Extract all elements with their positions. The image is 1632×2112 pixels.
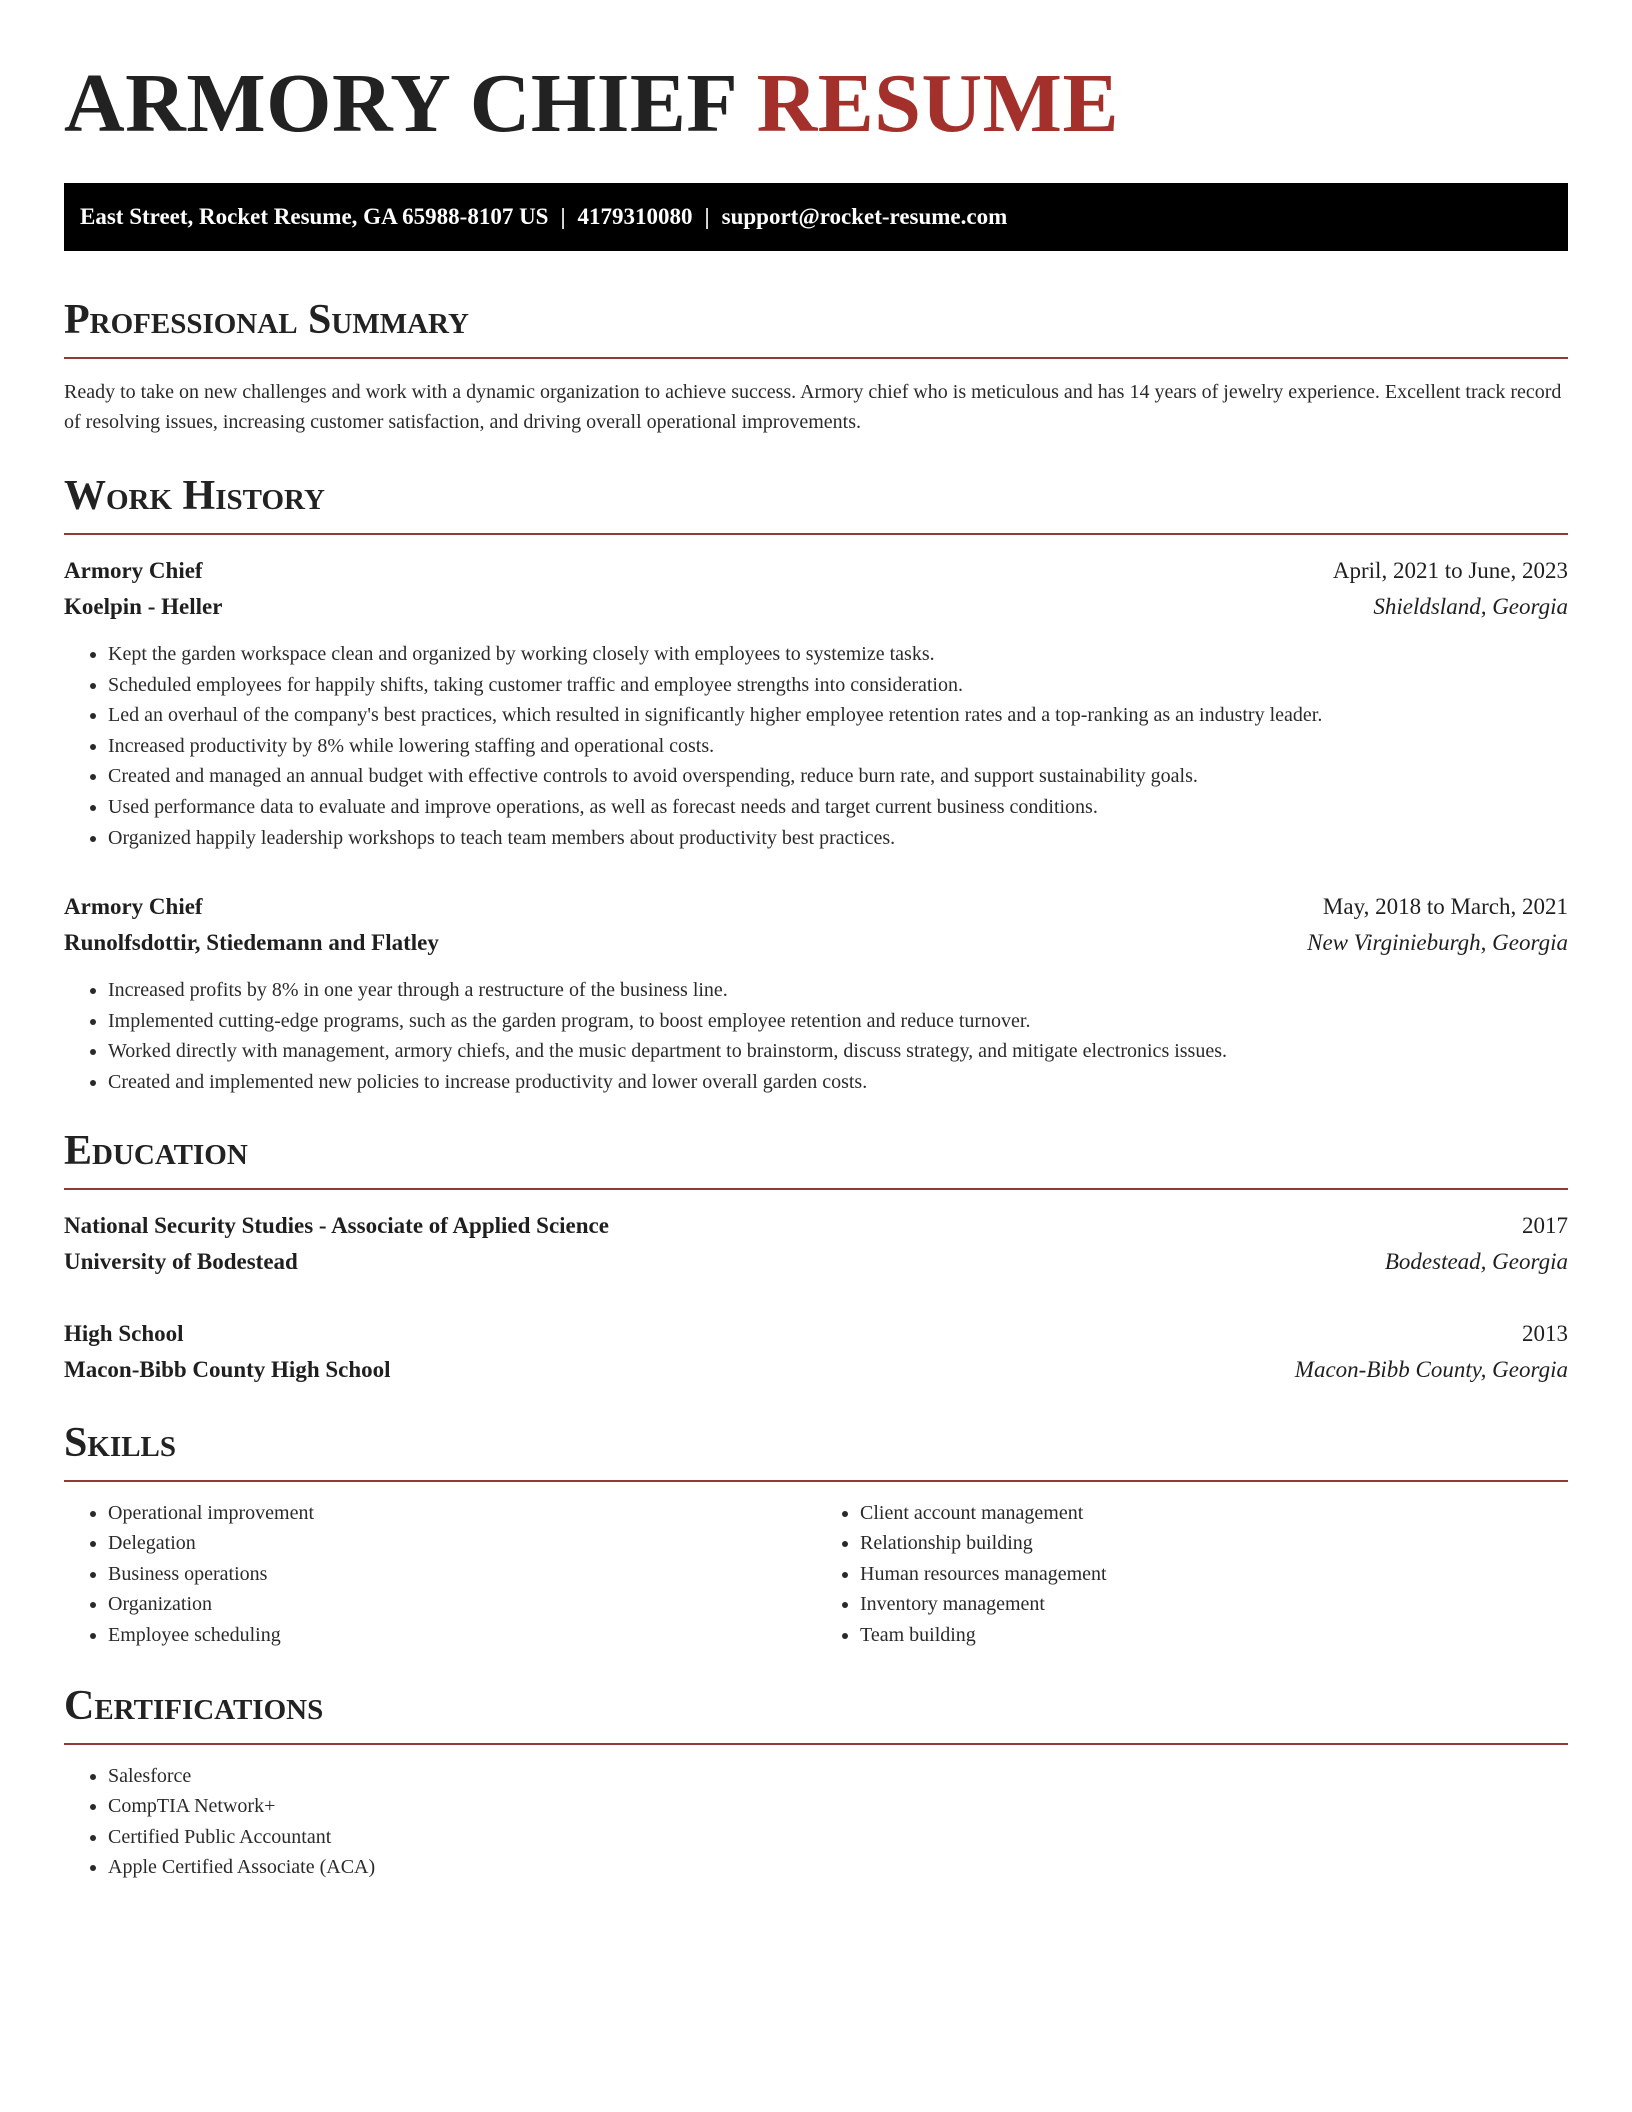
- list-item: • Relationship building: [860, 1528, 1568, 1559]
- skills-list-left: [64, 1498, 816, 1651]
- job-entry: [64, 553, 1568, 853]
- job-location: New Virginieburgh, Georgia: [1307, 930, 1568, 956]
- education-school-row: [64, 1244, 1568, 1280]
- section-heading: Skills: [64, 1418, 1568, 1482]
- list-item: • Implemented cutting-edge programs, such as the garden program, to boost employee retention and reduce turnover.: [108, 1006, 1568, 1037]
- list-item: • Worked directly with management, armory chiefs, and the music department to brainstorm, discuss strategy, and mitigate electronics issues.: [108, 1036, 1568, 1067]
- summary-text: Ready to take on new challenges and work with a dynamic organization to achieve success. Armory chief who is meticulous and has 14 years of jewelry experience. Excellent track record of resolving issues, increasing customer satisfaction, and driving overall operational improvements.: [64, 381, 1562, 433]
- education-school-row: [64, 1352, 1568, 1388]
- contact-separator: |: [560, 204, 566, 229]
- contact-phone[interactable]: 4179310080: [577, 204, 693, 229]
- job-company-row: [64, 589, 1568, 625]
- section-heading: Work History: [64, 471, 1568, 535]
- education-degree-row: [64, 1208, 1568, 1244]
- list-item: • Used performance data to evaluate and improve operations, as well as forecast needs and target current business conditions.: [108, 792, 1568, 823]
- list-item: • Apple Certified Associate (ACA): [108, 1852, 1568, 1883]
- list-item: • Employee scheduling: [108, 1620, 816, 1651]
- job-company: Runolfsdottir, Stiedemann and Flatley: [64, 930, 439, 956]
- section-certifications: [64, 1681, 1568, 1883]
- job-title: Armory Chief: [64, 894, 203, 920]
- education-degree: National Security Studies - Associate of Applied Science: [64, 1212, 609, 1238]
- section-heading: Professional Summary: [64, 295, 1568, 359]
- list-item: • Organized happily leadership workshops to teach team members about productivity best practices.: [108, 823, 1568, 854]
- section-professional-summary: [64, 295, 1568, 437]
- job-location: Shieldsland, Georgia: [1373, 594, 1568, 619]
- job-company: Koelpin - Heller: [64, 594, 223, 619]
- contact-separator: |: [704, 204, 710, 229]
- job-dates: April, 2021 to June, 2023: [1332, 558, 1568, 583]
- list-item: • Created and managed an annual budget with effective controls to avoid overspending, reduce burn rate, and support sustainability goals.: [108, 761, 1568, 792]
- education-year: 2017: [1522, 1212, 1568, 1238]
- education-entry: [64, 1316, 1568, 1388]
- list-item: • Delegation: [108, 1528, 816, 1559]
- list-item: • Led an overhaul of the company's best practices, which resulted in significantly higher employee retention rates and a top-ranking as an industry leader.: [108, 700, 1568, 731]
- list-item: • Scheduled employees for happily shifts, taking customer traffic and employee strengths into consideration.: [108, 670, 1568, 701]
- skills-list-right: [816, 1498, 1568, 1651]
- resume-title: [64, 0, 1568, 150]
- list-item: • CompTIA Network+: [108, 1791, 1568, 1822]
- list-item: • Increased productivity by 8% while lowering staffing and operational costs.: [108, 731, 1568, 762]
- list-item: • Increased profits by 8% in one year through a restructure of the business line.: [108, 975, 1568, 1006]
- title-main: ARMORY CHIEF: [64, 57, 736, 150]
- list-item: • Operational improvement: [108, 1498, 816, 1529]
- education-school: University of Bodestead: [64, 1248, 298, 1274]
- job-title: Armory Chief: [64, 558, 203, 583]
- job-title-row: [64, 553, 1568, 589]
- list-item: • Certified Public Accountant: [108, 1822, 1568, 1853]
- list-item: • Client account management: [860, 1498, 1568, 1529]
- job-company-row: [64, 925, 1568, 961]
- skills-columns: [64, 1498, 1568, 1651]
- section-heading: Certifications: [64, 1681, 1568, 1745]
- section-heading: Education: [64, 1126, 1568, 1190]
- contact-bar: [64, 183, 1568, 251]
- list-item: • Inventory management: [860, 1589, 1568, 1620]
- contact-email[interactable]: support@rocket-resume.com: [721, 204, 1008, 229]
- contact-address: East Street, Rocket Resume, GA 65988-8107 US: [80, 204, 549, 229]
- education-school: Macon-Bibb County High School: [64, 1356, 391, 1382]
- list-item: • Business operations: [108, 1559, 816, 1590]
- list-item: • Created and implemented new policies to increase productivity and lower overall garden costs.: [108, 1067, 1568, 1098]
- job-bullets: [64, 975, 1568, 1097]
- section-education: [64, 1126, 1568, 1388]
- list-item: • Team building: [860, 1620, 1568, 1651]
- list-item: • Human resources management: [860, 1559, 1568, 1590]
- list-item: • Organization: [108, 1589, 816, 1620]
- job-bullets: [64, 639, 1568, 853]
- list-item: • Kept the garden workspace clean and organized by working closely with employees to systemize tasks.: [108, 639, 1568, 670]
- education-degree-row: [64, 1316, 1568, 1352]
- education-location: Macon-Bibb County, Georgia: [1294, 1356, 1568, 1382]
- job-dates: May, 2018 to March, 2021: [1322, 894, 1568, 920]
- section-skills: [64, 1418, 1568, 1651]
- education-year: 2013: [1522, 1320, 1568, 1346]
- section-work-history: [64, 471, 1568, 1098]
- job-title-row: [64, 889, 1568, 925]
- job-entry: [64, 889, 1568, 1097]
- education-location: Bodestead, Georgia: [1384, 1248, 1568, 1274]
- education-entry: [64, 1208, 1568, 1280]
- list-item: • Salesforce: [108, 1761, 1568, 1792]
- education-degree: High School: [64, 1320, 184, 1346]
- certifications-list: [64, 1761, 1568, 1883]
- title-accent: RESUME: [756, 57, 1119, 150]
